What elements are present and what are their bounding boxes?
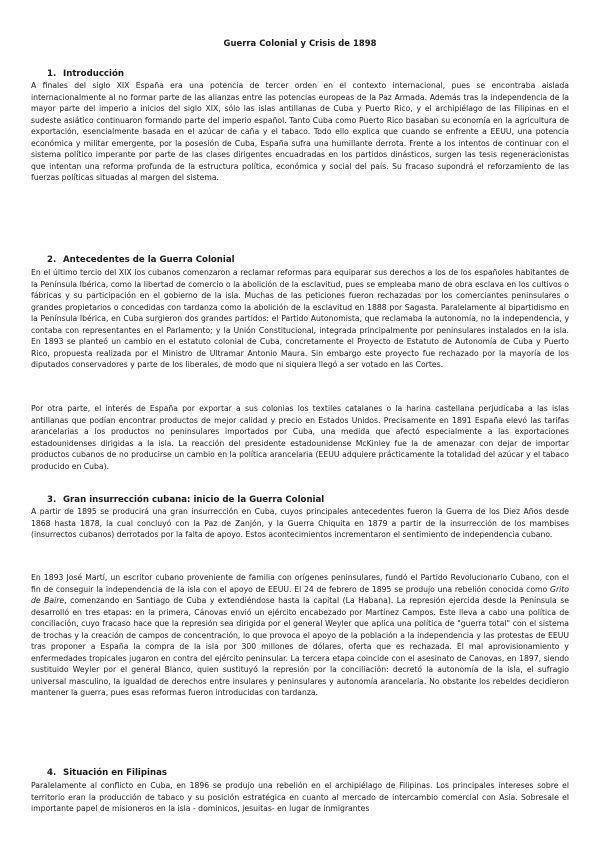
section-heading (47, 255, 235, 265)
paragraph: En el último tercio del XIX los cubanos comenzaron a reclamar reformas para equiparar sus derechos a los de los españoles habitantes de la Península Ibérica, como la libertad de comercio o la abolición de la esclavitud, pues se empleaba mano de obra esclava en los cultivos o fábricas y su participación en el gobierno de la isla. Muchas de las peticiones fueron rechazadas por los comerciantes peninsulares o grandes propietarios o concedidas con tardanza como la abolición de la esclavitud en 1888 por Sagasta. Paralelamente al bipartidismo en la Península Ibérica, en Cuba surgieron dos grandes partidos: el Partido Autonomista, que reclamaba la autonomía, no la independencia, y contaba con representantes en el Parlamento; y la Unión Constitucional, integrada principalmente por peninsulares instalados en la isla. En 1893 se planteó un cambio en el estatuto colonial de Cuba, concretamente el Proyecto de Estatuto de Autonomía de Cuba y Puerto Rico, propuesta realizada por el Ministro de Ultramar Antonio Maura. Sin embargo este proyecto fue rechazado por la mayoría de los diputados conservadores y parte de los liberales, de modo que ni siquiera llegó a ser votado en las Cortes. (31, 268, 569, 370)
section-heading (47, 69, 124, 79)
section-title: Introducción (63, 69, 124, 79)
section-number: 2. (47, 255, 57, 265)
section-title: Antecedentes de la Guerra Colonial (63, 255, 235, 265)
section-number: 4. (47, 768, 57, 778)
section-title: Situación en Filipinas (63, 768, 167, 778)
paragraph: Por otra parte, el interés de España por exportar a sus colonias los textiles catalanes o la harina castellana perjudicaba a las islas antillanas que podían encontrar productos de mejor calidad y precio en Estados Unidos. Precisamente en 1891 España elevó las tarifas arancelarias a los productos no peninsulares importados por Cuba, una medida que afectó especialmente a las exportaciones estadounidenses dirigidas a la isla. La reacción del presidente estadounidense McKinley fue la de amenazar con dejar de importar productos cubanos de no producirse un cambio en la política arancelaria (EEUU adquiere prácticamente la totalidad del azúcar y el tabaco producido en Cuba). (31, 404, 569, 471)
section-number: 3. (47, 495, 57, 505)
section-heading (47, 495, 324, 505)
section-heading (47, 768, 167, 778)
paragraph: A partir de 1895 se producirá una gran insurrección en Cuba, cuyos principales antecedentes fueron la Guerra de los Diez Años desde 1868 hasta 1878, la cual concluyó con la Paz de Zanjón, y la Guerra Chiquita en 1879 a partir de la insurrección de los mambises (insurrectos cubanos) derrotados por la falta de apoyo. Estos acontecimientos incrementaron el sentimiento de independencia cubano. (31, 507, 569, 540)
document-title: Guerra Colonial y Crisis de 1898 (223, 38, 377, 48)
section-number: 1. (47, 69, 57, 79)
paragraph: Paralelamente al conflicto en Cuba, en 1896 se produjo una rebelión en el archipiélago de Filipinas. Los principales intereses sobre el territorio eran la producción de tabaco y su posición estratégica en cuanto al mercado de intercambio comercial con Asia. Sobresale el importante papel de misioneros en la isla - dominicos, jesuitas- en lugar de inmigrantes (31, 781, 569, 814)
section-title: Gran insurrección cubana: inicio de la Guerra Colonial (63, 495, 325, 505)
paragraph: En 1893 José Martí, un escritor cubano proveniente de familia con orígenes peninsulares, fundó el Partido Revolucionario Cubano, con el fin de conseguir la independencia de la isla con el apoyo de EEUU. El 24 de febrero de 1895 se produjo una rebelión conocida como Grito de Baire, comenzando en Santiago de Cuba y extendiéndose hasta la capital (La Habana). La represión ejercida desde la Península se desarrolló en tres etapas: en la primera, Cánovas envió un ejército encabezado por Martínez Campos. Este lleva a cabo una política de conciliación, cuyo fracaso hace que la represión sea dirigida por el general Weyler que aplica una política de "guerra total" con el sistema de trochas y la creación de campos de concentración, lo que provoca el apoyo de la población a la independencia y las protestas de EEUU tras proponer a España la compra de la isla por 300 millones de dólares, oferta que es rechazada. El mal aprovisionamiento y enfermedades tropicales jugaron en contra del ejército peninsular. La tercera etapa coincide con el asesinato de Canovas, en 1897, siendo sustituido Weyler por el general Blanco, quien sustituyó la represión por la conciliación: decretó la autonomía de la isla, el sufragio universal masculino, la igualdad de derechos entre insulares y peninsulares y autonomía arancelaria. No obstante los rebeldes decidieron mantener la guerra, pues esas reformas fueron introducidas con tardanza. (31, 573, 569, 698)
paragraph: A finales del siglo XIX España era una potencia de tercer orden en el contexto internacional, pues se encontraba aislada internacionalmente al no formar parte de las alianzas entre las potencias europeas de la Paz Armada. Además tras la independencia de la mayor parte del imperio a inicios del siglo XIX, sólo las islas antillanas de Cuba y Puerto Rico, y el archipiélago de las Filipinas en el sudeste asiático continuaron formando parte del imperio español. Tanto Cuba como Puerto Rico basaban su economía en la agricultura de exportación, esencialmente basada en el azúcar de caña y el tabaco. Todo ello explica que cuando se enfrente a EEUU, una potencia económica y militar emergente, por la posesión de Cuba, España sufra una humillante derrota. Frente a los intentos de continuar con el sistema político imperante por parte de las clases dirigentes encuadradas en los partidos dinásticos, surgen las tesis regeneracionistas que intentan una reforma profunda de la estructura política, económica y social del país. Su fracaso supondrá el reforzamiento de las fuerzas políticas situadas al margen del sistema. (31, 81, 569, 183)
